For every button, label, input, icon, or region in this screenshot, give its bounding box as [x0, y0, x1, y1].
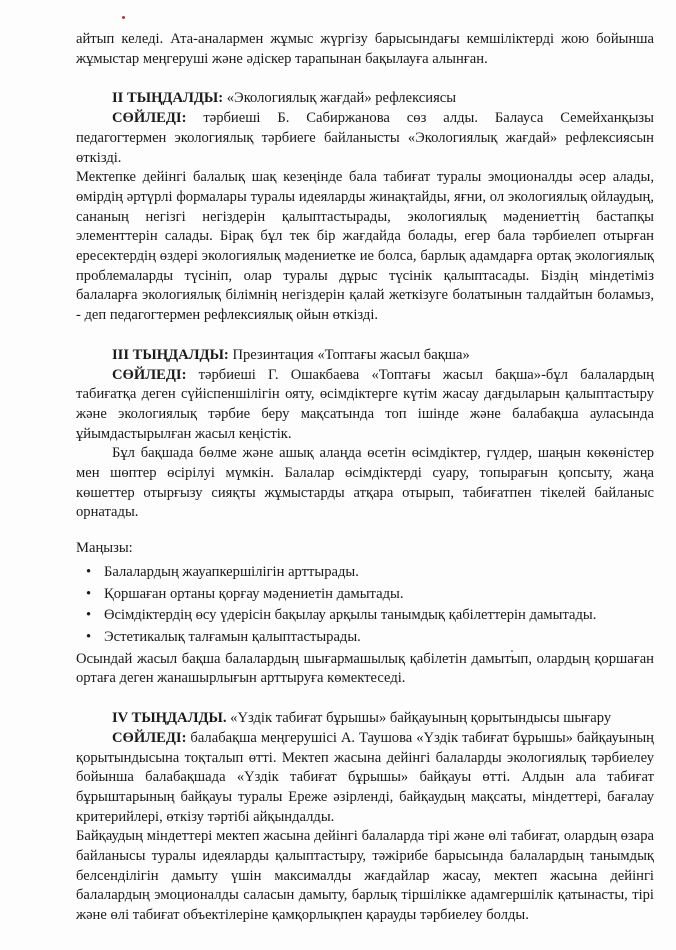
section-4-paragraph: Байқаудың міндеттері мектеп жасына дейінгі балаларда тірі және өлі табиғат, олардың өзара байланысы туралы идеяларды қалыптастыру, тәжірибе барысында балалардың танымдық белсенділігін дамыту үшін максималды жағдайлар жасау, мектеп жасына дейінгі балалардың эмоционалды саласын дамыту, барлық тіршілікке адамгершілік қатынасты, тірі және өлі табиғат объектілеріне қамқорлықпен қарауды тәрбиелеу болды.: [76, 828, 654, 924]
bullet-icon: •: [86, 607, 92, 624]
section-4-heading: [76, 709, 654, 729]
section-4-spoke-label: СӨЙЛЕДІ:: [112, 729, 187, 746]
section-3-heading-label: III ТЫҢДАЛДЫ:: [112, 346, 229, 363]
section-3-heading-text: Презинтация «Топтағы жасыл бақша»: [228, 346, 470, 363]
scan-speck: [122, 16, 125, 19]
bullet-icon: •: [86, 585, 92, 602]
section-4-heading-label: IV ТЫҢДАЛДЫ.: [112, 710, 227, 727]
section-3-speaker: [76, 366, 654, 445]
section-4-heading-text: «Үздік табиғат бұрышы» байқауының қорытындысы шығару: [226, 710, 612, 727]
section-3-list-title: Маңызы:: [76, 540, 133, 557]
section-2-spoke-label: СӨЙЛЕДІ:: [112, 110, 187, 127]
section-2-heading-text: «Экологиялық жағдай» рефлексиясы: [223, 90, 457, 107]
section-2-spoke-text: тәрбиеші Б. Сабиржанова сөз алды. Балауса Семейханқызы педагогтермен экологиялық тәрбиеге байланысты «Экологиялық жағдай» рефлексиясын өткізді.: [76, 110, 654, 166]
list-item: • Эстетикалық талғамын қалыптастырады.: [104, 628, 654, 648]
intro-paragraph: айтып келеді. Ата-аналармен жұмыс жүргізу барысындағы кемшіліктерді жою бойынша жұмыстар меңгеруші және әдіскер тарапынан бақылауға алынған.: [76, 31, 654, 67]
bullet-icon: •: [86, 563, 92, 580]
section-2-heading-label: II ТЫҢДАЛДЫ:: [112, 90, 224, 107]
significance-list: [76, 563, 654, 648]
document-page: [76, 30, 654, 926]
section-3-closing: Осындай жасыл бақша балалардың шығармашылық қабілетін дамытып, олардың қоршаған ортаға деген жанашырлығын арттыруға көмектеседі.: [76, 650, 654, 687]
bullet-icon: •: [86, 628, 92, 645]
section-4-spoke-text: балабақша меңгерушісі А. Таушова «Үздік табиғат бұрышы» байқауының қорытындысына тоқталып өтті. Мектеп жасына дейінгі балаларды экологиялық тәрбиелеу бойынша балабақшада «Үздік табиғат бұрышы» байқауы өтті. Алдын ала табиғат бұрыштарының байқауы туралы Ереже әзірленді, байқаудың мақсаты, міндеттері, бағалау критерийлері, өткізу тәртібі айқындалды.: [76, 729, 654, 825]
section-4-speaker: [76, 729, 654, 828]
list-item: • Өсімдіктердің өсу үдерісін бақылау арқылы танымдық қабілеттерін дамытады.: [104, 606, 654, 626]
section-3-spoke-text: тәрбиеші Г. Ошакбаева «Топтағы жасыл бақша»-бұл балалардың табиғатқа деген сүйіспеншілігін ояту, өсімдіктерге күтім жасау дағдыларын қалыптастыру және экологиялық тәрбие беру мақсатында топ ішінде және балабақша ауласында ұйымдастырылған жасыл кеңістік.: [76, 366, 654, 442]
section-2-paragraph: Мектепке дейінгі балалық шақ кезеңінде бала табиғат туралы эмоционалды әсер алады, өмірдің әртүрлі формалары туралы идеяларды жинақтайды, яғни, ол экологиялық ойлаудың, сананың негізгі негіздерін қалыптастырады, экологиялық мәдениеттің бастапқы элементтерін салады. Бірақ бұл тек бір жағдайда болады, егер бала тәрбиелеп отырған ересектердің өздері экологиялық мәдениетке ие болса, барлық адамдарға ортақ экологиялық проблемаларды түсініп, олар туралы дұрыс түсінік қалыптасады. Біздің міндетіміз балаларға экологиялық білімнің негіздерін қалай жеткізуге болатынын талдайтын боламыз, - деп педагогтермен рефлексиялық ойын өткізді.: [76, 169, 654, 324]
section-3-paragraph: Бұл бақшада бөлме және ашық алаңда өсетін өсімдіктер, гүлдер, шаңын көкөністер мен шөптер өсірілуі мүмкін. Балалар өсімдіктерді суару, топырағын қопсыту, жаңа көшеттер отырғызу сияқты жұмыстарды атқара отырып, табиғатпен тікелей байланыс орнатады.: [76, 445, 654, 521]
list-item: • Балалардың жауапкершілігін арттырады.: [104, 563, 654, 583]
section-2-speaker: [76, 109, 654, 168]
section-2-heading: [76, 89, 654, 109]
section-3-heading: [76, 346, 654, 366]
section-3-spoke-label: СӨЙЛЕДІ:: [112, 366, 187, 383]
list-item: • Қоршаған ортаны қорғау мәдениетін дамытады.: [104, 585, 654, 605]
